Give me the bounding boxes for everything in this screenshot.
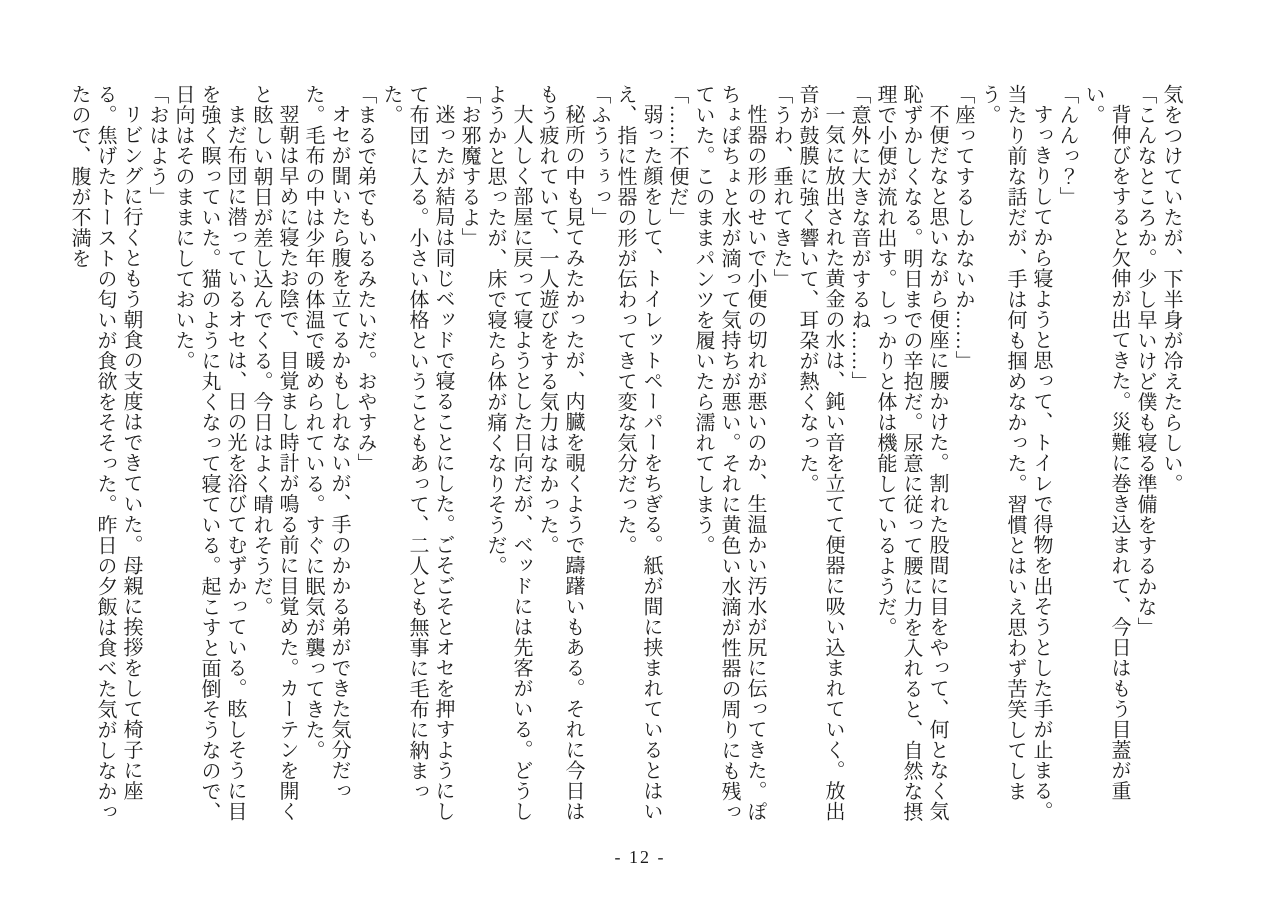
body-text xyxy=(66,84,1184,828)
paragraph: 「んんっ？」 xyxy=(1056,84,1078,207)
paragraph: 「座ってするしかないか……」 xyxy=(952,84,974,371)
paragraph: 「おはよう」 xyxy=(146,84,168,207)
paragraph: すっきりしてから寝ようと思って、トイレで得物を出そうとした手が止まる。当たり前な話だが、手は何も掴めなかった。習慣とはいえ思わず苦笑してしまう。 xyxy=(978,84,1052,822)
paragraph: 不便だなと思いながら便座に腰かけた。割れた股間に目をやって、何となく気恥ずかしくなる。明日までの辛抱だ。尿意に従って腰に力を入れると、自然な摂理で小便が流れ出す。しっかりと体は機能しているようだ。 xyxy=(874,84,948,822)
paragraph: 弱った顔をして、トイレットペーパーをちぎる。紙が間に挟まれているとはいえ、指に性器の形が伝わってきて変な気分だった。 xyxy=(614,84,662,822)
paragraph: 性器の形のせいで小便の切れが悪いのか、生温かい汚水が尻に伝ってきた。ぽちょぽちょと水が滴って気持ちが悪い。それに黄色い水滴が性器の周りにも残っていた。このままパンツを履いたら濡れてしまう。 xyxy=(692,84,766,822)
paragraph: 「……不便だ」 xyxy=(666,84,688,228)
paragraph: 秘所の中も見てみたかったが、内臓を覗くようで躊躇いもある。それに今日はもう疲れていて、一人遊びをする気力はなかった。 xyxy=(536,84,584,822)
paragraph: 「まるで弟でもいるみたいだ。おやすみ」 xyxy=(354,84,376,474)
paragraph: オセが聞いたら腹を立てるかもしれないが、手のかかる弟ができた気分だった。毛布の中は少年の体温で暖められている。すぐに眠気が襲ってきた。 xyxy=(302,84,350,801)
paragraph: 背伸びをすると欠伸が出てきた。災難に巻き込まれて、今日はもう目蓋が重い。 xyxy=(1082,84,1130,801)
paragraph: まだ布団に潜っているオセは、日の光を浴びてむずかっている。眩しそうに目を強く瞑っていた。猫のように丸くなって寝ている。起こすと面倒そうなので、日向はそのままにしておいた。 xyxy=(172,84,246,822)
paragraph: 「ふうぅぅっ」 xyxy=(588,84,610,228)
page-number: - 12 - xyxy=(614,847,666,867)
paragraph: 「意外に大きな音がするね……」 xyxy=(848,84,870,392)
paragraph: 迷ったが結局は同じベッドで寝ることにした。ごそごそとオセを押すようにして布団に入る。小さい体格ということもあって、二人とも無事に毛布に納まった。 xyxy=(380,84,454,822)
paragraph: 「こんなところか。少し早いけど僕も寝る準備をするかな」 xyxy=(1134,84,1156,638)
paragraph: リビングに行くともう朝食の支度はできていた。母親に挨拶をして椅子に座る。焦げたトーストの匂いが食欲をそそった。昨日の夕飯は食べた気がしなかったので、腹が不満を xyxy=(68,84,142,822)
paragraph: 「うわ、垂れてきた」 xyxy=(770,84,792,289)
paragraph: 大人しく部屋に戻って寝ようとした日向だが、ベッドには先客がいる。どうしようかと思ったが、床で寝たら体が痛くなりそうだ。 xyxy=(484,84,532,822)
paragraph: 一気に放出された黄金の水は、鈍い音を立てて便器に吸い込まれていく。放出音が鼓膜に強く響いて、耳朶が熱くなった。 xyxy=(796,84,844,822)
paragraph: 翌朝は早めに寝たお陰で、目覚まし時計が鳴る前に目覚めた。カーテンを開くと眩しい朝日が差し込んでくる。今日はよく晴れそうだ。 xyxy=(250,84,298,822)
paragraph: 気をつけていたが、下半身が冷えたらしい。 xyxy=(1160,84,1182,494)
paragraph: 「お邪魔するよ」 xyxy=(458,84,480,248)
